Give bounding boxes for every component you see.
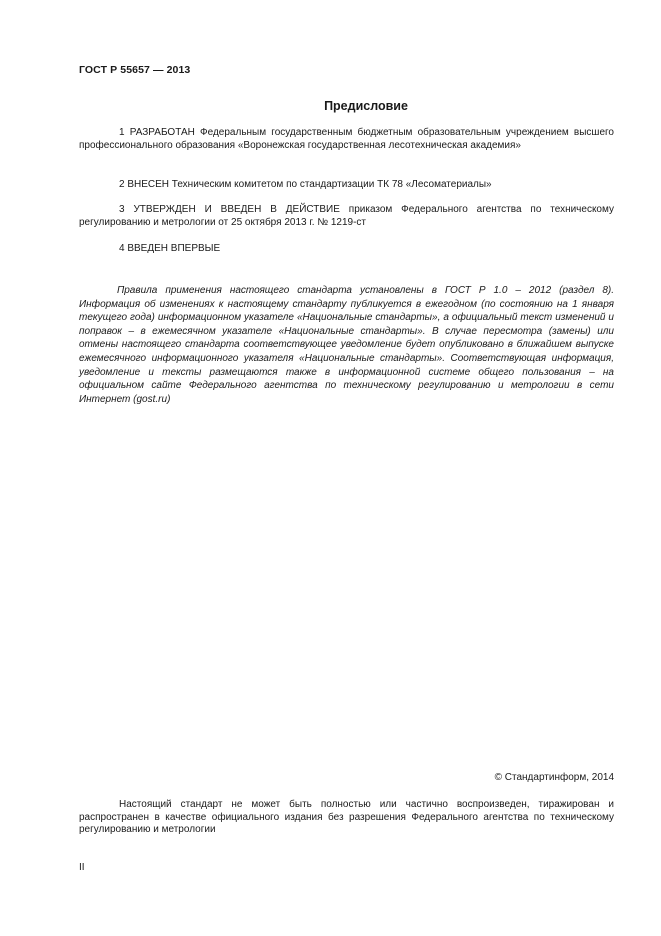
standard-code-header: ГОСТ Р 55657 — 2013 — [79, 64, 191, 76]
application-rules-note: Правила применения настоящего стандарта установлены в ГОСТ Р 1.0 – 2012 (раздел 8). Информация об изменениях к настоящему стандарту публикуется в ежегодном (по состоянию на 1 января текущего года) информационном указателе «Национальные стандарты», а официальный текст изменений и поправок – в ежемесячном указателе «Национальные стандарты». В случае пересмотра (замены) или отмены настоящего стандарта соответствующее уведомление будет опубликовано в ближайшем выпуске ежемесячного информационного указателя «Национальные стандарты». Соответствующая информация, уведомление и тексты размещаются также в информационной системе общего пользования – на официальном сайте Федерального агентства по техническому регулированию и метрологии в сети Интернет (gost.ru) — [79, 285, 614, 405]
page-number: II — [79, 862, 85, 873]
reproduction-rights-notice: Настоящий стандарт не может быть полностью или частично воспроизведен, тиражирован и распространен в качестве официального издания без разрешения Федерального агентства по техническому регулированию и метрологии — [79, 799, 614, 835]
paragraph-developed-by: 1 РАЗРАБОТАН Федеральным государственным бюджетным образовательным учреждением высшего профессионального образования «Воронежская государственная лесотехническая академия» — [79, 127, 614, 151]
paragraph-introduced-by: 2 ВНЕСЕН Техническим комитетом по стандартизации ТК 78 «Лесоматериалы» — [119, 179, 492, 190]
copyright-notice: © Стандартинформ, 2014 — [494, 772, 614, 783]
paragraph-first-introduced: 4 ВВЕДЕН ВПЕРВЫЕ — [119, 243, 221, 254]
section-title: Предисловие — [324, 99, 408, 113]
paragraph-approved: 3 УТВЕРЖДЕН И ВВЕДЕН В ДЕЙСТВИЕ приказом Федерального агентства по техническому регулированию и метрологии от 25 октября 2013 г. № 1219-ст — [79, 204, 614, 228]
